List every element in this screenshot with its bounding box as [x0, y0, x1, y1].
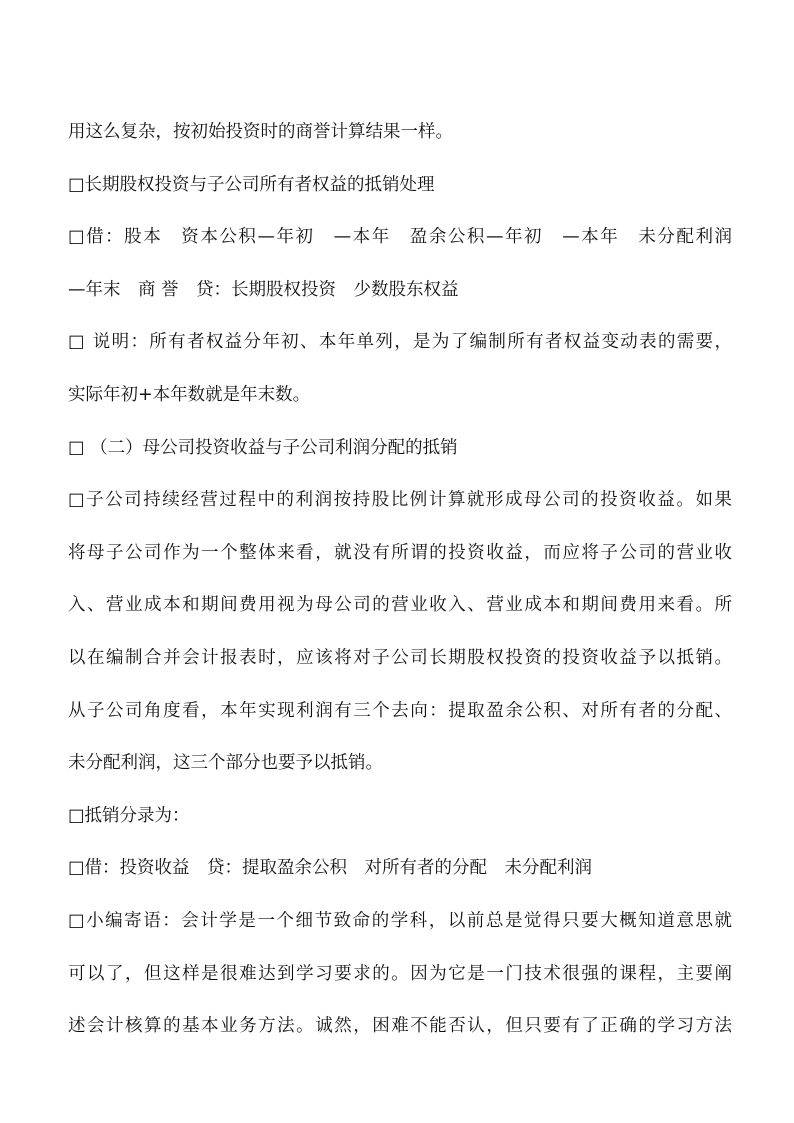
text-line: □借：股本 资本公积—年初 —本年 盈余公积—年初 —本年 未分配利润 [68, 227, 732, 248]
text-line: 以在编制合并会计报表时，应该将对子公司长期股权投资的投资收益予以抵销。 [68, 647, 732, 668]
section-heading: □ （二）母公司投资收益与子公司利润分配的抵销 [68, 437, 458, 458]
text-line: □ 说明：所有者权益分年初、本年单列，是为了编制所有者权益变动表的需要， [68, 332, 732, 353]
text-line: —年末 商 誉 贷：长期股权投资 少数股东权益 [68, 279, 459, 300]
text-line: 将母子公司作为一个整体来看，就没有所谓的投资收益，而应将子公司的营业收 [68, 542, 732, 563]
document-body [68, 106, 732, 1053]
text-line: 入、营业成本和期间费用视为母公司的营业收入、营业成本和期间费用来看。所 [68, 595, 732, 616]
text-line: □借：投资收益 贷：提取盈余公积 对所有者的分配 未分配利润 [68, 858, 593, 879]
text-line: 可以了，但这样是很难达到学习要求的。因为它是一门技术很强的课程，主要阐 [68, 963, 732, 984]
text-line: 从子公司角度看，本年实现利润有三个去向：提取盈余公积、对所有者的分配、 [68, 700, 732, 721]
text-line: 未分配利润，这三个部分也要予以抵销。 [68, 753, 383, 774]
text-line: 用这么复杂，按初始投资时的商誉计算结果一样。 [68, 122, 453, 142]
text-line: 述会计核算的基本业务方法。诚然，困难不能否认，但只要有了正确的学习方法 [68, 1016, 732, 1037]
text-line: □抵销分录为： [68, 805, 190, 826]
section-heading: □长期股权投资与子公司所有者权益的抵销处理 [68, 174, 435, 195]
text-line: □子公司持续经营过程中的利润按持股比例计算就形成母公司的投资收益。如果 [68, 490, 732, 511]
text-line: 实际年初+本年数就是年末数。 [68, 384, 311, 405]
text-line: □小编寄语：会计学是一个细节致命的学科，以前总是觉得只要大概知道意思就 [68, 910, 732, 931]
